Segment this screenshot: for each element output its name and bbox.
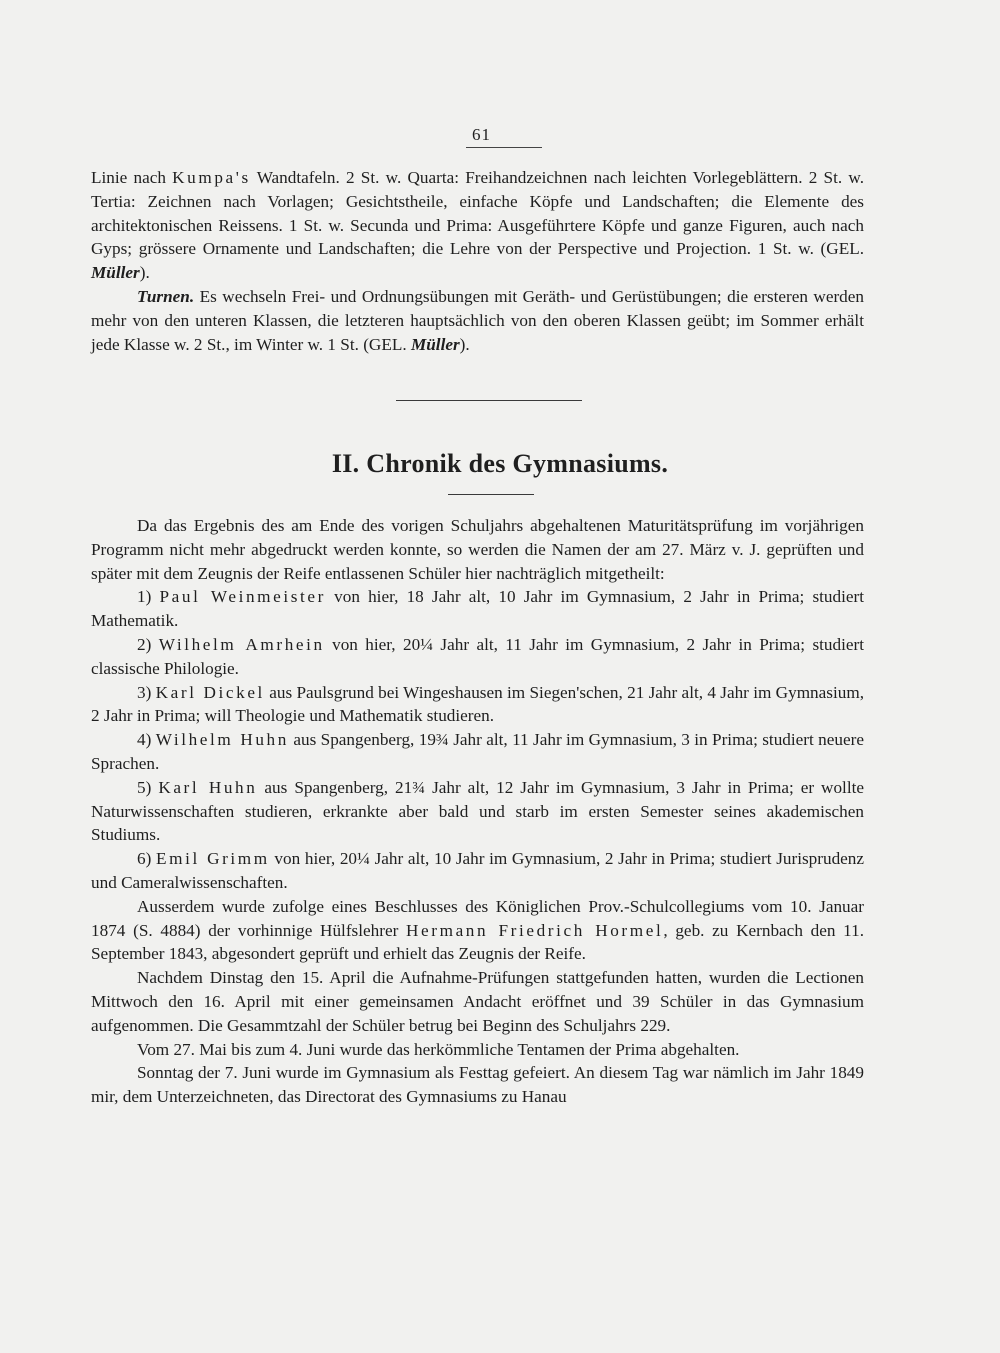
paragraph-intro: Da das Ergebnis des am Ende des vorigen Schuljahrs abgehaltenen Maturitätsprüfung im vorjährigen Programm nicht mehr abgedruckt werden konnte, so werden die Namen der am 27. März v. J. geprüften und später mit dem Zeugnis der Reife entlassenen Schüler hier nachträglich mitgetheilt: bbox=[91, 516, 864, 583]
text-run: Wandtafeln. 2 St. w. Quarta: Freihandzeichnen nach leichten Vorlegeblättern. 2 St. w. Tertia: Zeichnen nach Vorlagen; Gesichtstheile, einfache Köpfe und Landschaften; die Elemente des architektonischen Reissens. 1 St. w. Secunda und Prima: Ausgeführtere Köpfe und ganze Figuren, auch nach Gyps; grössere Ornamente und Landschaften; die Lehre von der Perspective und Projection. 1 St. w. (GEL. bbox=[91, 168, 865, 259]
chapter-title: II. Chronik des Gymnasiums. bbox=[331, 449, 669, 478]
student-name: Emil Grimm bbox=[156, 849, 270, 869]
item-text: aus Spangenberg, 21¾ Jahr alt, 12 Jahr im Gymnasium, 3 Jahr in Prima; er wollte Naturwissenschaften studieren, erkrankte aber bald und starb im ersten Semester seines akademischen Studiums. bbox=[91, 777, 864, 845]
paragraph-hormel bbox=[91, 895, 864, 966]
text-run: Es wechseln Frei- und Ordnungsübungen mit Geräth- und Gerüstübungen; die ersteren werden mehr von den unteren Klassen, die letzteren hauptsächlich von den oberen Klassen geübt; im Sommer erhält jede Klasse w. 2 St., im Winter w. 1 St. (GEL. bbox=[91, 286, 864, 354]
page-number-rule bbox=[466, 147, 542, 148]
section-divider bbox=[396, 400, 582, 401]
student-name: Karl Dickel bbox=[155, 682, 265, 702]
student-name: Wilhelm Amrhein bbox=[158, 634, 325, 654]
paragraph-tentamen: Vom 27. Mai bis zum 4. Juni wurde das herkömmliche Tentamen der Prima abgehalten. bbox=[137, 1039, 740, 1059]
teacher-name: Müller bbox=[410, 334, 460, 354]
paragraph-gymnastics bbox=[91, 285, 864, 356]
person-name: Hermann Friedrich Hormel bbox=[406, 920, 664, 940]
student-name: Paul Weinmeister bbox=[159, 587, 326, 607]
list-item bbox=[91, 776, 864, 847]
item-number: 6) bbox=[137, 849, 152, 869]
item-text: aus Paulsgrund bei Wingeshausen im Siegen'schen, 21 Jahr alt, 4 Jahr im Gymnasium, 2 Jahr in Prima; will Theologie und Mathematik studieren. bbox=[91, 682, 865, 726]
text-run: Ausserdem wurde zufolge eines Beschlusses des Königlichen Prov.-Schulcollegiums vom 10. Januar 1874 (S. 4884) der vorhinnige Hülfslehrer bbox=[91, 896, 864, 940]
paragraph-festtag: Sonntag der 7. Juni wurde im Gymnasium als Festtag gefeiert. An diesem Tag war nämlich im Jahr 1849 mir, dem Unterzeichneten, das Directorat des Gymnasiums zu Hanau bbox=[91, 1063, 864, 1107]
item-number: 2) bbox=[137, 634, 152, 654]
item-text: von hier, 20¼ Jahr alt, 10 Jahr im Gymnasium, 2 Jahr in Prima; studiert Jurisprudenz und Cameralwissenschaften. bbox=[91, 849, 865, 892]
list-item bbox=[91, 728, 864, 776]
page-number: 61 bbox=[472, 125, 491, 144]
text-run: ). bbox=[139, 263, 150, 283]
title-rule bbox=[448, 494, 534, 495]
student-name: Wilhelm Huhn bbox=[155, 730, 289, 750]
paragraph-drawing bbox=[91, 166, 864, 285]
item-text: aus Spangenberg, 19¾ Jahr alt, 11 Jahr im Gymnasium, 3 in Prima; studiert neuere Sprachen. bbox=[91, 730, 864, 773]
text-run: , geb. zu Kernbach den 11. September 1843, abgesondert geprüft und erhielt das Zeugnis der Reife. bbox=[91, 920, 865, 964]
list-item bbox=[91, 847, 864, 895]
item-number: 4) bbox=[137, 730, 152, 750]
section-chronicle bbox=[91, 514, 864, 1109]
text-run: Linie nach bbox=[91, 168, 166, 187]
list-item bbox=[91, 633, 864, 681]
item-number: 5) bbox=[137, 777, 152, 797]
item-text: von hier, 18 Jahr alt, 10 Jahr im Gymnasium, 2 Jahr in Prima; studiert Mathematik. bbox=[91, 587, 864, 631]
list-item bbox=[91, 681, 864, 729]
subject-heading: Turnen. bbox=[137, 286, 195, 306]
teacher-name: Müller bbox=[91, 263, 140, 283]
text-run: ). bbox=[459, 334, 470, 354]
name-spaced: Kumpa's bbox=[172, 168, 251, 187]
item-text: von hier, 20¼ Jahr alt, 11 Jahr im Gymnasium, 2 Jahr in Prima; studiert classische Philologie. bbox=[91, 634, 865, 678]
student-name: Karl Huhn bbox=[158, 777, 258, 797]
item-number: 1) bbox=[137, 587, 152, 607]
section-drawing-gymnastics bbox=[91, 166, 864, 356]
list-item bbox=[91, 585, 864, 633]
paragraph-admission: Nachdem Dinstag den 15. April die Aufnahme-Prüfungen stattgefunden hatten, wurden die Lectionen Mittwoch den 16. April mit einer gemeinsamen Andacht eröffnet und 39 Schüler in das Gymnasium aufgenommen. Die Gesammtzahl der Schüler betrug bei Beginn des Schuljahrs 229. bbox=[91, 968, 864, 1035]
item-number: 3) bbox=[137, 682, 152, 702]
